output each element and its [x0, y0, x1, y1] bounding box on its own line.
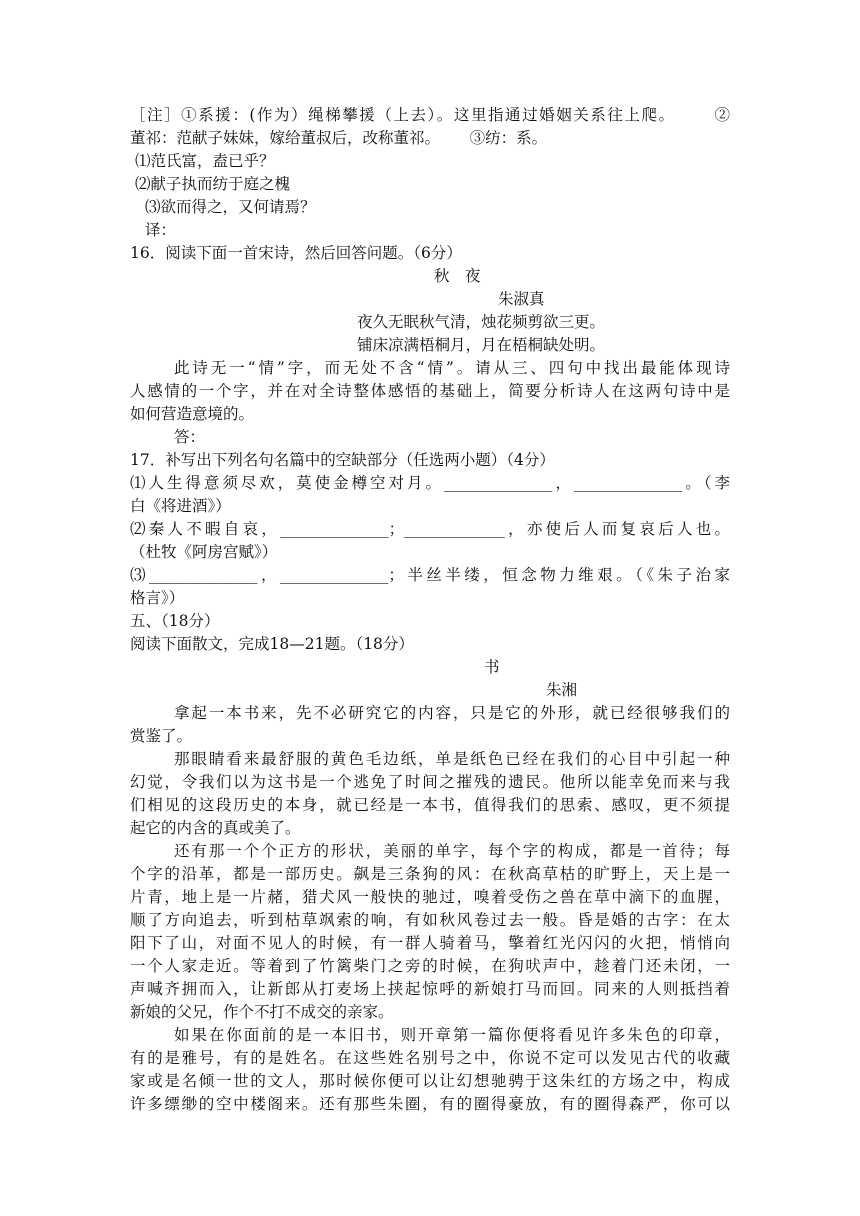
- section-5-heading: 五、（18分）: [130, 612, 220, 630]
- q16-prompt-line-1: 此诗无一“情”字，而无处不含“情”。请从三、四句中找出最能体现诗: [174, 359, 730, 377]
- poem-author: 朱淑真: [498, 290, 545, 308]
- essay-line: 家或是名倾一世的文人，那时候你便可以让幻想驰骋于这朱红的方场之中，构成: [130, 1072, 730, 1090]
- essay-line: 新娘的父兄，作个不打不成交的亲家。: [130, 1003, 394, 1021]
- essay-line: 片青，地上是一片赭，猎犬风一般快的驰过，嗅着受伤之兽在草中滴下的血腥，: [130, 888, 730, 906]
- q16-heading: 16．阅读下面一首宋诗，然后回答问题。（6分）: [130, 244, 462, 262]
- note-question-2: ⑵献子执而纺于庭之槐: [135, 175, 291, 193]
- q17-item-1-line-1: ⑴人生得意须尽欢，莫使金樽空对月。______________，______________。（李: [130, 474, 730, 492]
- essay-line: 赏鉴了。: [130, 727, 193, 745]
- q16-prompt-line-2: 人感情的一个字，并在对全诗整体感悟的基础上，简要分析诗人在这两句诗中是: [130, 382, 730, 400]
- essay-line: 一个人家走近。等着到了竹篱柴门之旁的时候，在狗吠声中，趁着门还未闭，一: [130, 957, 730, 975]
- q17-item-3-line-2: 格言》）: [130, 589, 185, 607]
- essay-line: 声喊齐拥而入，让新郎从打麦场上挟起惊呼的新娘打马而回。同来的人则抵挡着: [130, 980, 730, 998]
- q17-item-3-line-1: ⑶______________，______________；半丝半缕，恒念物力维艰。（《朱子治家: [130, 566, 730, 584]
- note-translate-label: 译：: [145, 221, 177, 239]
- poem-line-1: 夜久无眠秋气清，烛花频剪欲三更。: [357, 313, 606, 331]
- essay-line: 幻觉，令我们以为这书是一个逃免了时间之摧残的遗民。他所以能幸免而来与我: [130, 773, 730, 791]
- essay-line: 起它的内含的真或美了。: [130, 819, 301, 837]
- note-question-1: ⑴范氏富，盍已乎？: [135, 152, 275, 170]
- q17-item-2-line-2: （杜牧《阿房宫赋》）: [130, 543, 278, 561]
- essay-line: 那眼睛看来最舒服的黄色毛边纸，单是纸色已经在我们的心目中引起一种: [174, 750, 730, 768]
- essay-title: 书: [484, 658, 500, 676]
- essay-line: 还有那一个个正方的形状，美丽的单字，每个字的构成，都是一首待；每: [174, 842, 730, 860]
- q17-item-2-line-1: ⑵秦人不暇自哀，______________；_____________，亦使后人而复哀后人也。: [130, 520, 730, 538]
- essay-line: 许多缥缈的空中楼阁来。还有那些朱圈，有的圈得豪放，有的圈得森严，你可以: [130, 1095, 730, 1113]
- essay-line: 阳下了山，对面不见人的时候，有一群人骑着马，擎着红光闪闪的火把，悄悄向: [130, 934, 730, 952]
- essay-line: 个字的沿革，都是一部历史。飙是三条狗的风：在秋高草枯的旷野上，天上是一: [130, 865, 730, 883]
- note-line-2: 董祁：范献子妹妹，嫁给董叔后，改称董祁。 ③纺：系。: [130, 129, 548, 147]
- section-5-instruction: 阅读下面散文，完成18—21题。（18分）: [130, 635, 414, 653]
- q17-item-1-line-2: 白《将进酒》）: [130, 497, 231, 515]
- poem-line-2: 铺床凉满梧桐月，月在梧桐缺处明。: [357, 336, 606, 354]
- q17-heading: 17．补写出下列名句名篇中的空缺部分（任选两小题）（4分）: [130, 451, 555, 469]
- essay-line: 有的是雅号，有的是姓名。在这些姓名别号之中，你说不定可以发见古代的收藏: [130, 1049, 730, 1067]
- q16-answer-label: 答：: [174, 428, 206, 446]
- note-line-1: ［注］①系援：(作为）绳梯攀援（上去）。这里指通过婚姻关系往上爬。 ②: [130, 106, 730, 124]
- essay-line: 如果在你面前的是一本旧书，则开章第一篇你便将看见许多朱色的印章，: [174, 1026, 730, 1044]
- q16-prompt-line-3: 如何营造意境的。: [130, 405, 255, 423]
- essay-line: 顺了方向追去，听到枯草飒索的响，有如秋风卷过去一般。昏是婚的古字：在太: [130, 911, 730, 929]
- essay-line: 们相见的这段历史的本身，就已经是一本书，值得我们的思索、感叹，更不须提: [130, 796, 730, 814]
- note-question-3: ⑶欲而得之，又何请焉？: [145, 198, 316, 216]
- poem-title: 秋 夜: [434, 267, 481, 285]
- essay-author: 朱湘: [546, 681, 578, 699]
- essay-line: 拿起一本书来，先不必研究它的内容，只是它的外形，就已经很够我们的: [174, 704, 730, 722]
